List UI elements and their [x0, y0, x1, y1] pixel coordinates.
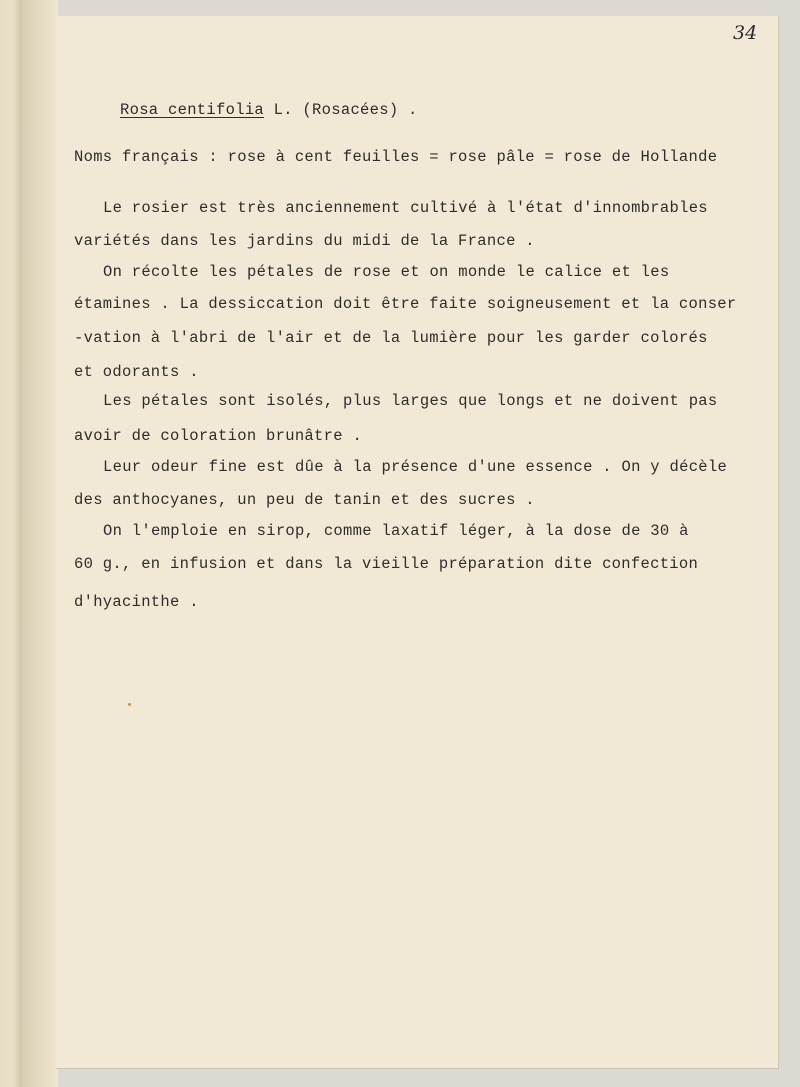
text-line: avoir de coloration brunâtre . [74, 427, 363, 445]
title-rest: L. (Rosacées) . [264, 101, 418, 119]
ink-speck [128, 703, 131, 706]
text-line: On l'emploie en sirop, comme laxatif léger, à la dose de 30 à [103, 522, 689, 540]
text-line: étamines . La dessiccation doit être faite soigneusement et la conser [74, 295, 737, 313]
page-number: 34 [733, 22, 758, 44]
text-line: Les pétales sont isolés, plus larges que longs et ne doivent pas [103, 392, 718, 410]
binding-shadow [22, 0, 58, 1087]
text-line: d'hyacinthe . [74, 593, 199, 611]
paper-sheet [56, 16, 779, 1069]
text-line: 60 g., en infusion et dans la vieille préparation dite confection [74, 555, 699, 573]
text-line: et odorants . [74, 363, 199, 381]
text-line: variétés dans les jardins du midi de la France . [74, 232, 535, 250]
previous-page-edge [0, 0, 23, 1087]
text-line: -vation à l'abri de l'air et de la lumière pour les garder colorés [74, 329, 708, 347]
document-title [120, 101, 418, 119]
text-line: des anthocyanes, un peu de tanin et des sucres . [74, 491, 535, 509]
species-name: Rosa centifolia [120, 101, 265, 119]
common-names-line: Noms français : rose à cent feuilles = rose pâle = rose de Hollande [74, 148, 718, 166]
text-line: On récolte les pétales de rose et on monde le calice et les [103, 263, 670, 281]
text-line: Leur odeur fine est dûe à la présence d'une essence . On y décèle [103, 458, 728, 476]
text-line: Le rosier est très anciennement cultivé à l'état d'innombrables [103, 199, 708, 217]
